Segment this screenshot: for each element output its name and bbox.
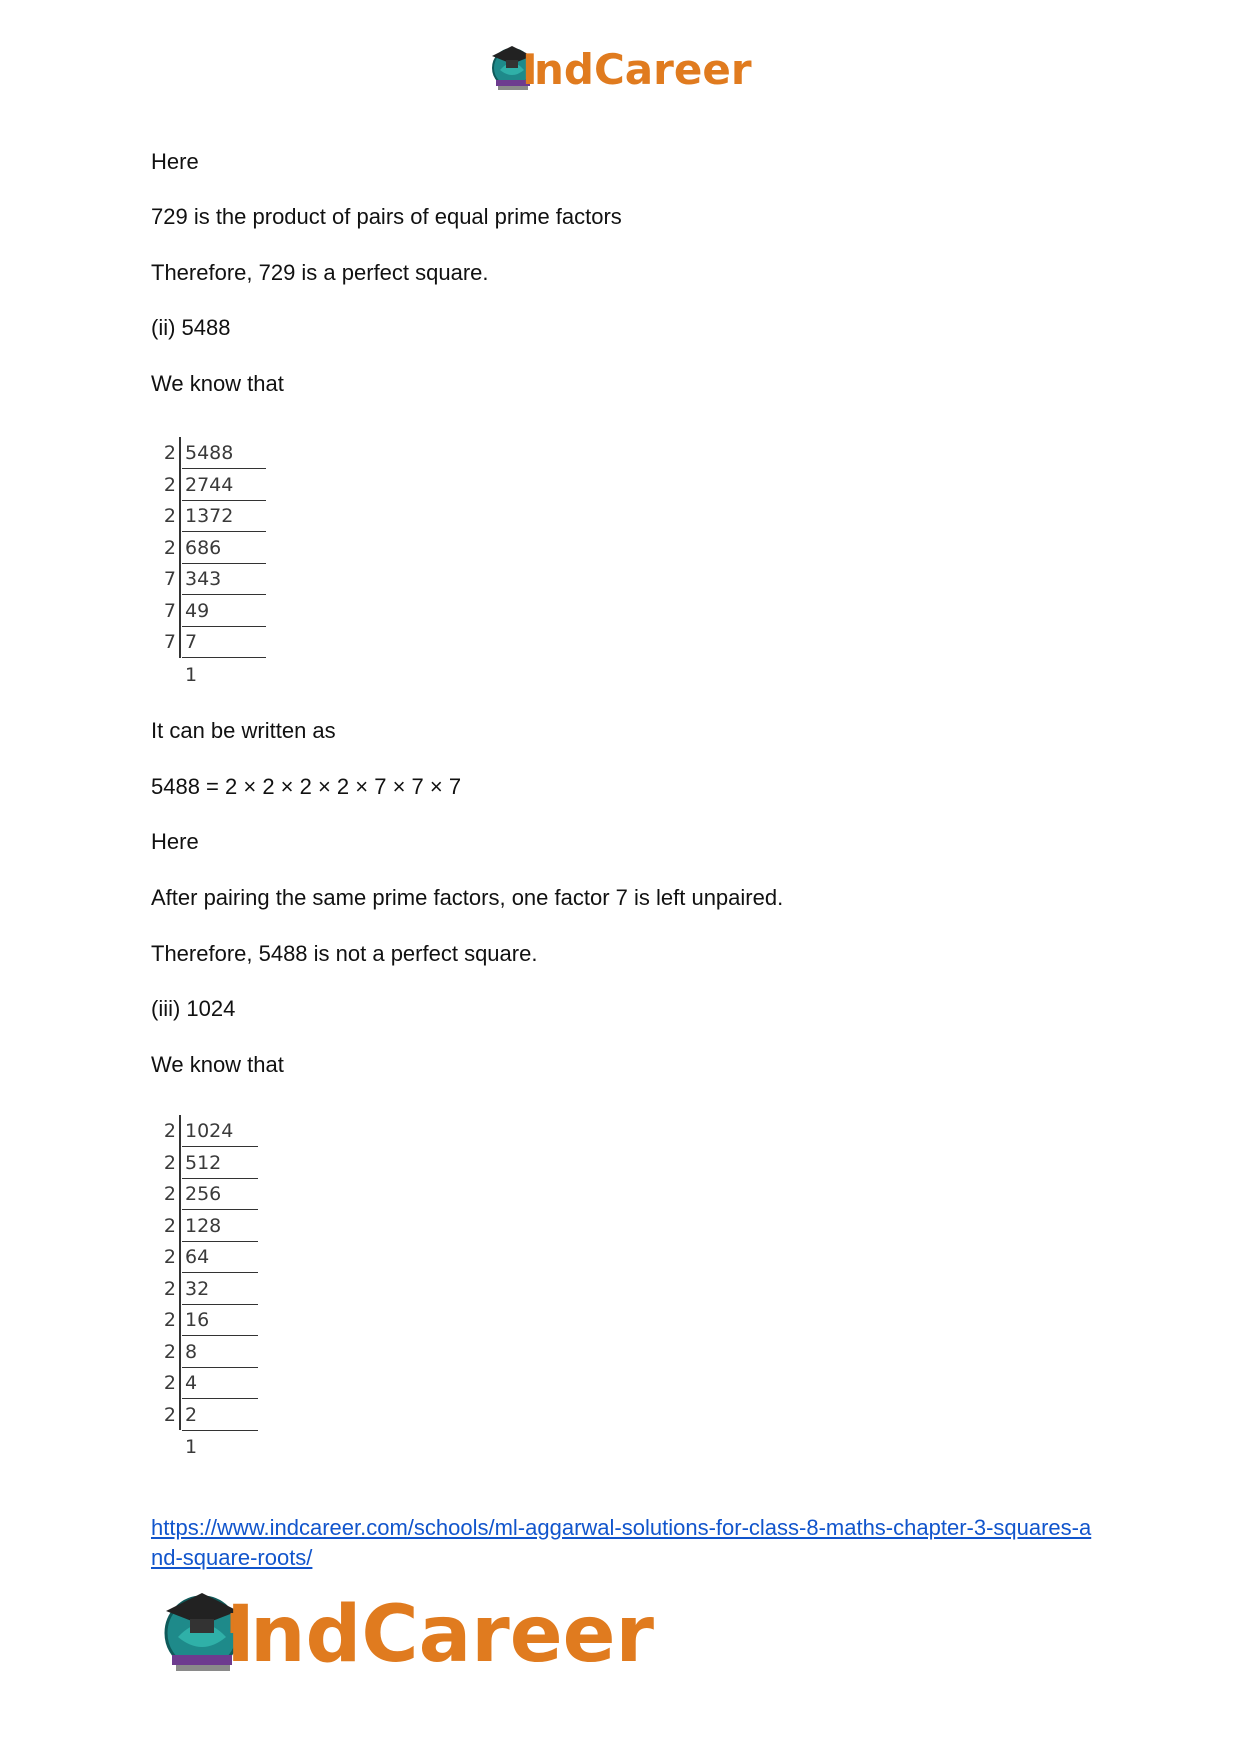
ladder-divisor: 2 xyxy=(163,1120,176,1142)
ladder-divisor: 2 xyxy=(163,1151,176,1174)
ladder-divisor: 2 xyxy=(163,536,176,559)
logo-initial: I xyxy=(522,45,538,94)
ladder-divisor: 2 xyxy=(163,1277,176,1300)
ladder-dividend: 256 xyxy=(182,1183,258,1210)
ladder-divisor: 7 xyxy=(163,599,176,622)
text-5488-conclusion: Therefore, 5488 is not a perfect square. xyxy=(151,941,538,966)
logo-wordmark: ndCareer xyxy=(534,45,752,94)
indcareer-logo-top xyxy=(488,40,768,94)
ladder-divisor: 2 xyxy=(163,1403,176,1426)
ladder-vertical-line xyxy=(179,437,181,658)
text-written-as: It can be written as xyxy=(151,718,336,743)
ladder-dividend: 128 xyxy=(182,1215,258,1242)
ladder-dividend: 49 xyxy=(182,600,266,627)
text-here-2: Here xyxy=(151,829,199,854)
ladder-dividend: 5488 xyxy=(182,442,266,469)
ladder-dividend: 4 xyxy=(182,1372,258,1399)
heading-part-iii: (iii) 1024 xyxy=(151,996,236,1021)
ladder-divisor: 2 xyxy=(163,505,176,527)
logo-initial: I xyxy=(226,1590,256,1675)
ladder-divisor: 2 xyxy=(163,1246,176,1268)
ladder-dividend: 2 xyxy=(182,1404,258,1431)
ladder-dividend: 343 xyxy=(182,568,266,595)
ladder-divisor: 2 xyxy=(163,473,176,496)
ladder-divisor: 7 xyxy=(163,568,176,590)
text-729-product: 729 is the product of pairs of equal prime factors xyxy=(151,204,622,229)
text-unpaired-factor: After pairing the same prime factors, one factor 7 is left unpaired. xyxy=(151,885,784,910)
ladder-final-quotient: 1 xyxy=(185,663,198,686)
ladder-dividend: 1024 xyxy=(182,1120,258,1147)
logo-wordmark: ndCareer xyxy=(250,1590,654,1675)
ladder-divisor: 7 xyxy=(163,631,176,653)
footer-source-link[interactable]: https://www.indcareer.com/schools/ml-aggarwal-solutions-for-class-8-maths-chapter-3-squares-and-square-roots/ xyxy=(151,1515,1092,1570)
ladder-divisor: 2 xyxy=(163,1309,176,1331)
ladder-divisor: 2 xyxy=(163,1340,176,1363)
ladder-dividend: 7 xyxy=(182,631,266,658)
text-729-conclusion: Therefore, 729 is a perfect square. xyxy=(151,260,489,285)
ladder-dividend: 686 xyxy=(182,537,266,564)
indcareer-logo-bottom xyxy=(160,1585,710,1675)
ladder-divisor: 2 xyxy=(163,1183,176,1205)
ladder-dividend: 32 xyxy=(182,1278,258,1305)
ladder-dividend: 2744 xyxy=(182,474,266,501)
text-5488-factorization: 5488 = 2 × 2 × 2 × 2 × 7 × 7 × 7 xyxy=(151,774,462,799)
ladder-divisor: 2 xyxy=(163,1372,176,1394)
ladder-final-quotient: 1 xyxy=(185,1436,198,1458)
heading-part-ii: (ii) 5488 xyxy=(151,315,231,340)
ladder-dividend: 512 xyxy=(182,1152,258,1179)
text-we-know-that-2: We know that xyxy=(151,1052,284,1077)
ladder-dividend: 8 xyxy=(182,1341,258,1368)
ladder-dividend: 16 xyxy=(182,1309,258,1336)
text-here-1: Here xyxy=(151,149,199,174)
ladder-vertical-line xyxy=(179,1115,181,1430)
ladder-divisor: 2 xyxy=(163,1214,176,1237)
ladder-dividend: 1372 xyxy=(182,505,266,532)
ladder-divisor: 2 xyxy=(163,442,176,464)
text-we-know-that-1: We know that xyxy=(151,371,284,396)
ladder-dividend: 64 xyxy=(182,1246,258,1273)
